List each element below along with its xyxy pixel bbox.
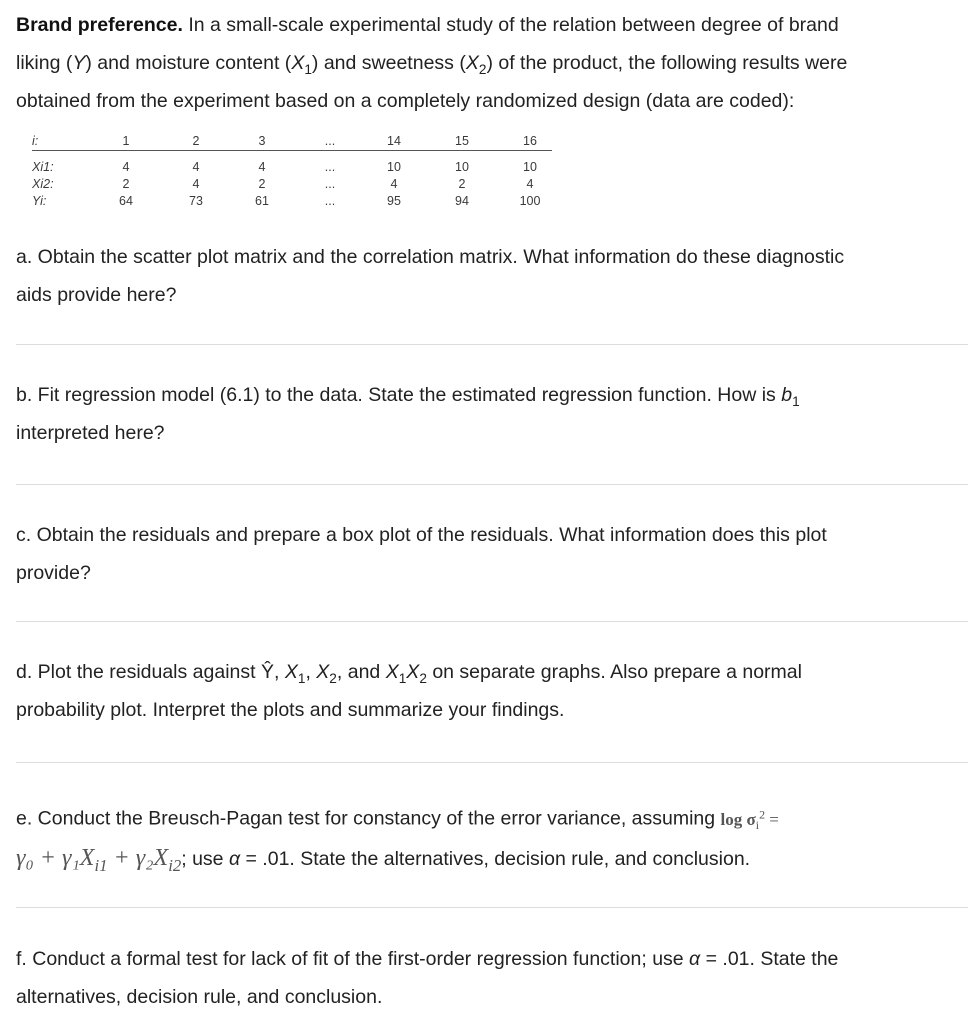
table-cell: 16 xyxy=(523,134,537,148)
divider xyxy=(16,762,968,763)
subscript: 1 xyxy=(792,393,800,409)
table-cell: 10 xyxy=(523,160,537,174)
math-text: + γ₂X xyxy=(107,844,169,871)
subscript: i1 xyxy=(94,855,108,875)
table-cell: 1 xyxy=(122,134,130,148)
part-a-line-2: aids provide here? xyxy=(16,284,177,306)
part-c-line-1: c. Obtain the residuals and prepare a box plot of the residuals. What information does this plot xyxy=(16,524,827,546)
part-f-text: f. Conduct a formal test for lack of fit of the first-order regression function; use xyxy=(16,948,690,970)
table-cell: ... xyxy=(324,177,336,191)
intro-paragraph xyxy=(16,6,966,120)
subscript: 1 xyxy=(398,670,407,686)
intro-text: ) of the product, the following results were xyxy=(486,52,848,74)
intro-line-1: In a small-scale experimental study of the relation between degree of brand xyxy=(182,14,839,36)
part-d-text: on separate graphs. Also prepare a normal xyxy=(426,661,802,683)
table-cell: ... xyxy=(324,134,336,148)
table-rule xyxy=(32,150,552,151)
var-x: X xyxy=(284,661,298,683)
table-cell: 4 xyxy=(526,177,534,191)
table-cell: 15 xyxy=(455,134,469,148)
part-e-text: ; use xyxy=(181,847,229,870)
superscript: 2 xyxy=(759,807,766,821)
var-x: X xyxy=(406,661,420,683)
divider xyxy=(16,344,968,345)
math-text: log σ xyxy=(720,809,756,829)
intro-text: liking ( xyxy=(16,52,73,74)
part-a xyxy=(16,238,966,314)
part-b-line-2: interpreted here? xyxy=(16,422,165,444)
table-cell: 4 xyxy=(390,177,398,191)
alpha-symbol: α xyxy=(689,948,701,970)
subscript: i xyxy=(755,817,760,832)
part-c xyxy=(16,516,966,592)
part-f-text: = .01. State the xyxy=(700,948,839,970)
table-cell: 4 xyxy=(258,160,266,174)
intro-text: ) and moisture content ( xyxy=(85,52,292,74)
part-a-line-1: a. Obtain the scatter plot matrix and the correlation matrix. What information do these diagnostic xyxy=(16,246,845,268)
math-log-sigma xyxy=(720,807,779,832)
part-f-line-2: alternatives, decision rule, and conclusion. xyxy=(16,986,383,1008)
part-d-text: , and xyxy=(336,661,386,683)
var-x: X xyxy=(316,661,330,683)
divider xyxy=(16,907,968,908)
row-label-y: Yi: xyxy=(32,194,47,208)
subscript: i2 xyxy=(168,855,182,875)
row-label-x2: Xi2: xyxy=(32,177,54,191)
part-e xyxy=(16,795,966,878)
divider xyxy=(16,621,968,622)
subscript: 1 xyxy=(304,61,312,77)
var-x: X xyxy=(291,52,305,74)
part-d-line-2: probability plot. Interpret the plots and summarize your findings. xyxy=(16,699,565,721)
subscript: 2 xyxy=(419,670,427,686)
table-cell: 100 xyxy=(519,194,541,208)
divider xyxy=(16,484,968,485)
table-cell: 2 xyxy=(122,177,130,191)
table-cell: 10 xyxy=(455,160,469,174)
subscript: 1 xyxy=(297,670,306,686)
part-c-line-2: provide? xyxy=(16,562,91,584)
table-cell: 10 xyxy=(387,160,401,174)
part-e-text: = .01. State the alternatives, decision rule, and conclusion. xyxy=(240,847,751,870)
table-cell: 2 xyxy=(192,134,200,148)
table-cell: ... xyxy=(324,194,336,208)
part-e-text: e. Conduct the Breusch-Pagan test for constancy of the error variance, assuming xyxy=(16,807,721,830)
intro-title: Brand preference. xyxy=(16,14,183,36)
table-cell: 73 xyxy=(189,194,203,208)
table-cell: 4 xyxy=(192,177,200,191)
table-cell: 14 xyxy=(387,134,401,148)
part-d xyxy=(16,653,966,729)
table-cell: 61 xyxy=(255,194,269,208)
var-x: X xyxy=(385,661,399,683)
data-table xyxy=(14,130,554,225)
row-label-i: i: xyxy=(32,134,39,148)
var-x: X xyxy=(465,52,479,74)
table-cell: ... xyxy=(324,160,336,174)
math-text: = xyxy=(765,809,779,829)
alpha-symbol: α xyxy=(228,847,241,870)
var-b: b xyxy=(781,384,793,406)
table-cell: 64 xyxy=(119,194,133,208)
part-d-text: , xyxy=(305,661,317,683)
table-cell: 3 xyxy=(258,134,266,148)
table-cell: 4 xyxy=(122,160,130,174)
intro-text: ) and sweetness ( xyxy=(311,52,466,74)
part-d-text: d. Plot the residuals against Ŷ, xyxy=(16,661,285,683)
part-b-line-1: b. Fit regression model (6.1) to the data. State the estimated regression function. How is xyxy=(16,384,782,406)
subscript: 2 xyxy=(329,670,337,686)
table-cell: 94 xyxy=(455,194,469,208)
table-cell: 95 xyxy=(387,194,401,208)
subscript: 2 xyxy=(478,61,487,77)
part-b xyxy=(16,376,966,452)
intro-line-3: obtained from the experiment based on a completely randomized design (data are coded): xyxy=(16,90,795,112)
math-gamma-expression xyxy=(16,844,182,875)
var-y: Y xyxy=(72,52,86,74)
table-cell: 4 xyxy=(192,160,200,174)
row-label-x1: Xi1: xyxy=(32,160,54,174)
part-f xyxy=(16,940,966,1016)
table-cell: 2 xyxy=(258,177,266,191)
table-cell: 2 xyxy=(458,177,466,191)
math-text: γ₀ + γ₁X xyxy=(16,844,95,871)
